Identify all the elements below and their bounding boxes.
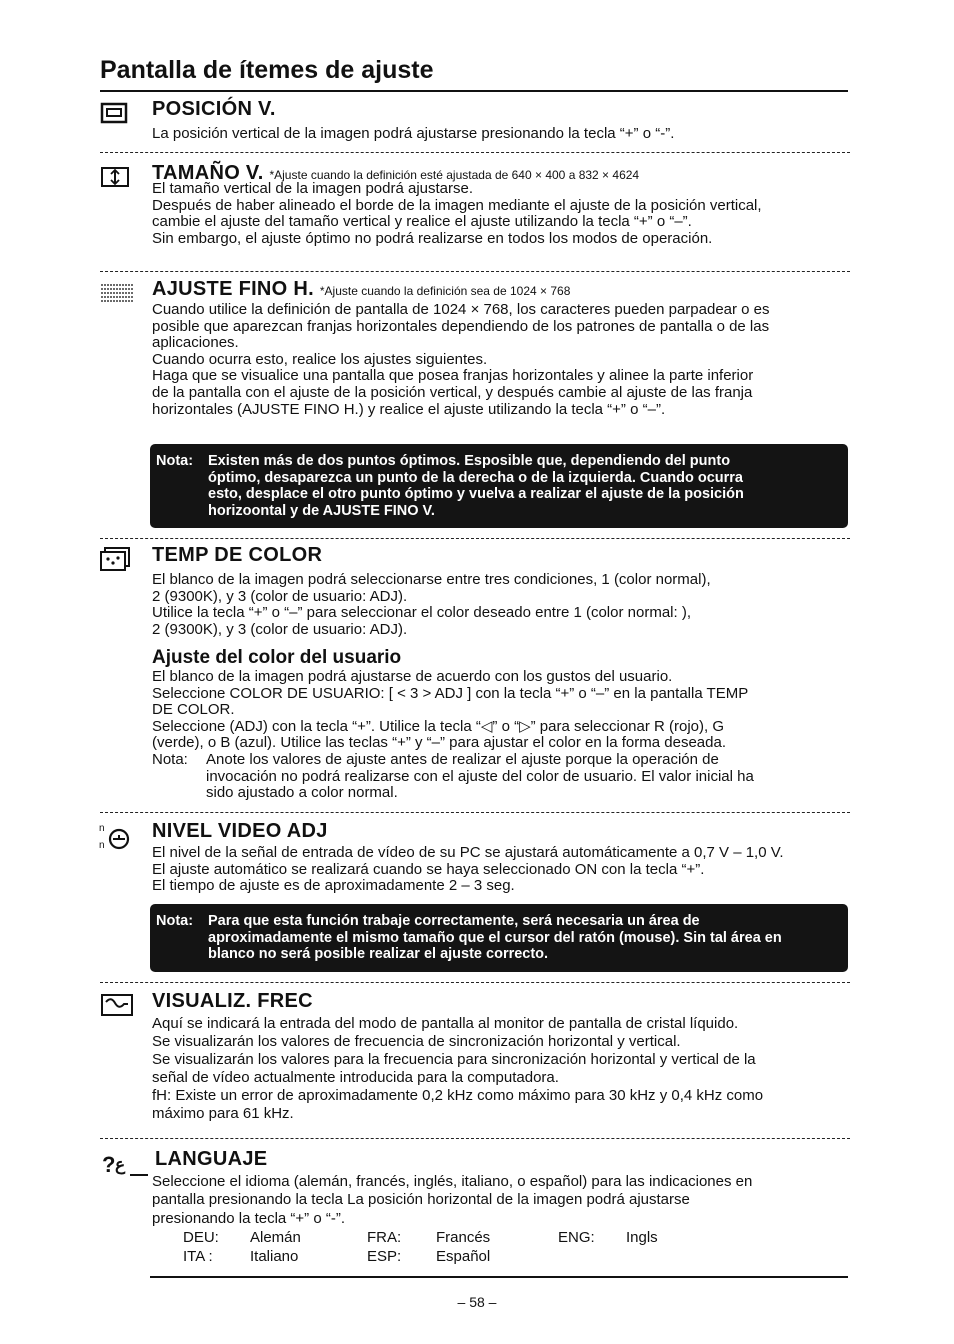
title-rule [100,90,848,92]
lang-name-ita: Italiano [250,1248,299,1265]
note-box-ajuste-fino [150,444,848,528]
frequency-icon [100,993,134,1017]
section-heading-ajuste-fino [152,278,570,301]
lang-code-eng: ENG: [558,1229,595,1246]
heading-note: *Ajuste cuando la definición sea de 1024 × 768 [319,284,571,298]
page-title: Pantalla de ítemes de ajuste [100,56,434,84]
divider [100,271,850,272]
divider [100,812,850,813]
note-text: Anote los valores de ajuste antes de realizar el ajuste porque la operación de invocación no podrá realizarse con el ajuste del color de usuario. El valor inicial ha sido ajustado a color normal. [206,751,754,802]
note-label: Nota: [156,453,194,469]
section-heading-nivel-video: NIVEL VIDEO ADJ [152,820,328,842]
svg-text:n: n [99,823,105,834]
lang-code-esp: ESP: [367,1248,402,1265]
lang-code-fra: FRA: [367,1229,402,1246]
note-text: Existen más de dos puntos óptimos. Esposible que, dependiendo del punto óptimo, desaparezca un punto de la derecha o de la izquierda. Cuando ocurra esto, desplace el otro punto óptimo y vuelva a realizar el ajuste de la posición horizoontal y de AJUSTE FINO V. [208,453,744,519]
note-box-nivel-video [150,904,848,972]
section-body-visualiz: Aquí se indicará la entrada del modo de pantalla al monitor de pantalla de cristal líquido. Se visualizarán los valores de frecuencia de sincronización horizontal y vertical. Se visualizarán los valores para la frecuencia para sincronización horizontal y vertical de la señal de vídeo actualmente introducida para la computadora. fH: Existe un error de aproximadamente 0,2 kHz como máximo para 30 kHz y 0,4 kHz como máximo para 61 kHz. [152,1015,764,1122]
note-label: Nota: [152,751,188,768]
subheading-color-usuario: Ajuste del color del usuario [152,647,402,668]
language-icon [100,1150,150,1178]
lang-name-fra: Francés [436,1229,491,1246]
section-subbody-temp-color: El blanco de la imagen podrá ajustarse de acuerdo con los gustos del usuario. Seleccione COLOR DE USUARIO: [ < 3 > ADJ ] con la tecla “+” o “–” en la pantalla TEMP DE COLOR. Seleccione (ADJ) con la tecla “+”. Utilice la tecla “◁” o “▷” para seleccionar R (rojo), G (verde), o B (azul). Utilice las teclas “+” y “–” para ajustar el color en la forma deseada. [152,668,749,752]
section-body-temp-color: El blanco de la imagen podrá seleccionarse entre tres condiciones, 1 (color normal), 2 (9300K), y 3 (color de usuario: ADJ). Utilice la tecla “+” o “–” para seleccionar el color deseado entre 1 (color normal: ), 2 (9300K), y 3 (color de usuario: ADJ). [152,571,711,638]
lang-name-deu: Alemán [250,1229,301,1246]
section-body-nivel-video: El nivel de la señal de entrada de vídeo de su PC se ajustará automáticamente a 0,7 V – 1,0 V. El ajuste automático se realizará cuando se haya seleccionado ON con la tecla “+”. El tiempo de ajuste es de aproximadamente 2 – 3 seg. [152,844,784,895]
section-body-languaje: Seleccione el idioma (alemán, francés, inglés, italiano, o español) para las indicaciones en pantalla presionando la tecla La posición horizontal de la imagen podrá ajustarse presionando la tecla “+” o “-”. [152,1173,753,1227]
divider [100,1138,850,1139]
svg-text:n: n [99,840,105,851]
svg-text:?: ? [102,1152,116,1177]
lang-name-eng: Ingls [626,1229,658,1246]
section-heading-temp-color: TEMP DE COLOR [152,544,323,566]
heading-text: TAMAÑO V. [152,162,264,184]
svg-text:ع: ع [115,1155,126,1174]
color-temp-icon [99,546,133,572]
section-body-tamano: El tamaño vertical de la imagen podrá ajustarse. Después de haber alineado el borde de la imagen mediante el ajuste de la posición vertical, cambie el ajuste del tamaño vertical y realice el ajuste utilizando la tecla “+” o “–”. Sin embargo, el ajuste óptimo no podrá realizarse en todos los modos de operación. [152,180,762,247]
section-heading-languaje: LANGUAJE [155,1148,268,1170]
lang-name-esp: Español [436,1248,491,1265]
page-number: – 58 – [457,1294,497,1310]
section-heading-visualiz: VISUALIZ. FREC [152,990,313,1012]
section-body-ajuste-fino: Cuando utilice la definición de pantalla de 1024 × 768, los caracteres pueden parpadear o es posible que aparezcan franjas horizontales dependiendo de los patrones de pantalla o de las aplicaciones. Cuando ocurra esto, realice los ajustes siguientes. Haga que se visualice una pantalla que posea franjas horizontales y alinee la parte inferior de la pantalla con el ajuste de la posición vertical, y después cambie al ajuste de las franja horizontales (AJUSTE FINO H.) y realice el ajuste utilizando la tecla “+” o “–”. [152,301,770,418]
vertical-position-icon [100,102,128,124]
bottom-rule [150,1276,848,1278]
lang-code-deu: DEU: [183,1229,219,1246]
note-label: Nota: [156,913,194,929]
note-text: Para que esta función trabaje correctamente, será necesaria un área de aproximadamente el mismo tamaño que el cursor del ratón (mouse). Sin tal área en blanco no será posible realizar el ajuste correcto. [208,913,782,963]
heading-note: *Ajuste cuando la definición esté ajustada de 640 × 400 a 832 × 4624 [269,168,640,182]
note-temp-color [152,752,852,802]
fine-adjust-icon [100,283,134,305]
section-heading-posicion: POSICIÓN V. [152,98,276,120]
vertical-size-icon [100,166,130,188]
section-body-posicion: La posición vertical de la imagen podrá ajustarse presionando la tecla “+” o “-”. [152,125,675,142]
video-level-icon [98,822,132,852]
divider [100,152,850,153]
heading-text: AJUSTE FINO H. [152,278,314,300]
divider [100,538,850,539]
lang-code-ita: ITA : [183,1248,213,1265]
divider [100,982,850,983]
